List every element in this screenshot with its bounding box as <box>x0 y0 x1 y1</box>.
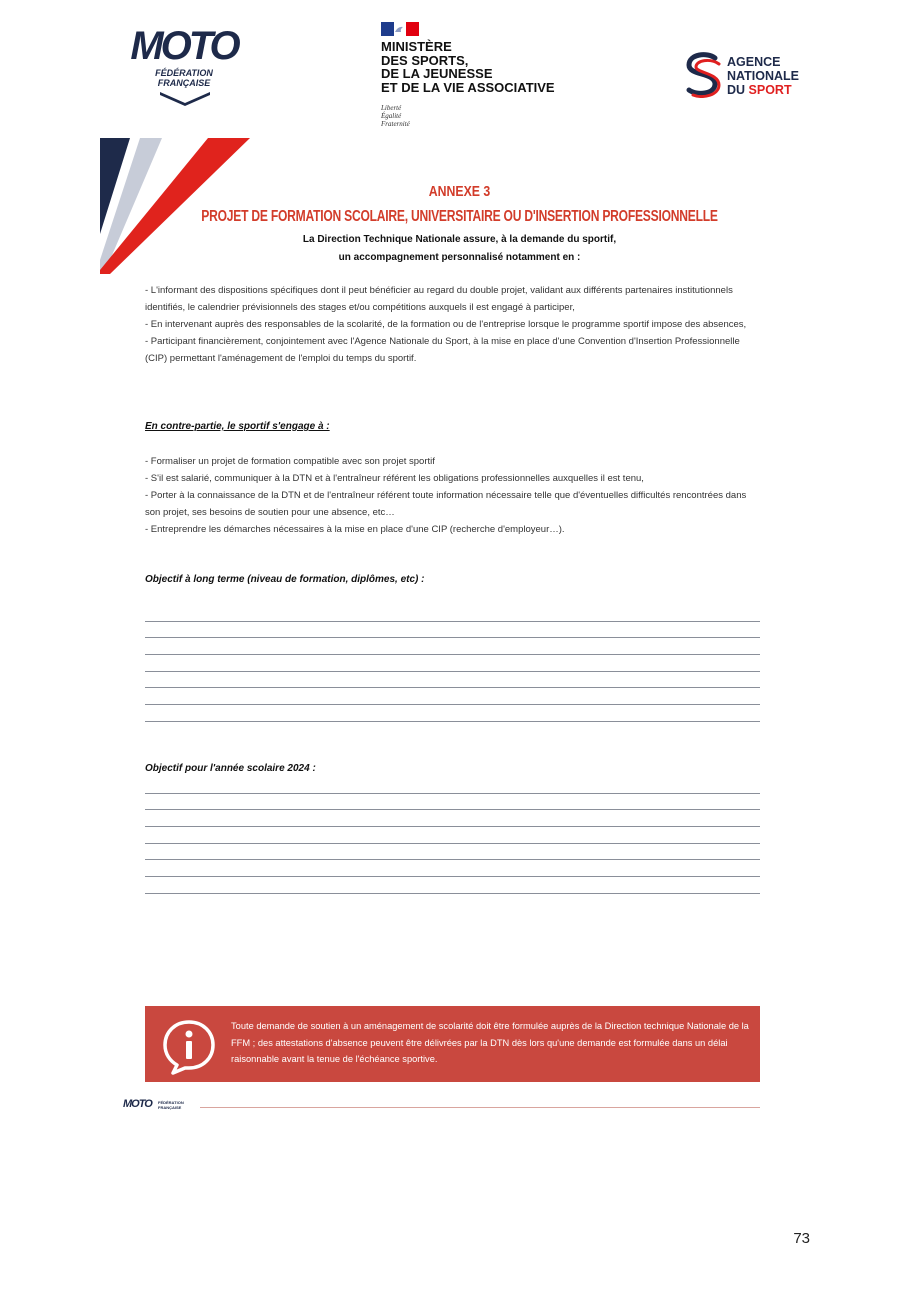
long-term-objective-label: Objectif à long terme (niveau de formation, diplômes, etc) : <box>145 574 425 585</box>
list-item: - Formaliser un projet de formation compatible avec son projet sportif <box>145 456 435 467</box>
writing-line[interactable] <box>145 827 760 844</box>
list-item: - Participant financièrement, conjointement avec l'Agence Nationale du Sport, à la mise en place d'une Convention d'Insertion Professionnelle (CIP) permettant l'aménagement de l'emploi du temps du sportif. <box>145 336 740 364</box>
writing-line[interactable] <box>145 860 760 877</box>
ffm-logo-subtitle: FÉDÉRATION FRANÇAISE <box>155 68 213 88</box>
writing-line[interactable] <box>145 672 760 689</box>
school-year-objective-field[interactable] <box>145 777 760 894</box>
writing-line[interactable] <box>145 810 760 827</box>
footer-logo-word: MOTO <box>123 1098 152 1110</box>
info-callout-text: Toute demande de soutien à un aménagement de scolarité doit être formulée auprès de la Direction technique Nationale de la FFM ; des attestations d'absence peuvent être délivrées par la DTN dès lors qu'une demande est formulée dans un délai raisonnable avant la tenue de l'échéance sportive. <box>231 1021 749 1064</box>
ministry-motto: Liberté Égalité Fraternité <box>381 104 410 128</box>
ans-logo <box>683 52 823 102</box>
ffm-logo-word: MOTO <box>130 24 238 68</box>
list-item: - Porter à la connaissance de la DTN et de l'entraîneur référent toute information nécessaire telle que d'éventuelles difficultés rencontrées dans son projet, ses besoins de soutien pour une absence, etc… <box>145 490 747 518</box>
writing-line[interactable] <box>145 622 760 639</box>
info-speech-bubble-icon <box>160 1018 218 1076</box>
writing-line[interactable] <box>145 705 760 722</box>
ans-logo-text: AGENCE NATIONALE DU SPORT <box>727 55 799 97</box>
intro-line-1: La Direction Technique Nationale assure, à la demande du sportif, <box>302 234 617 245</box>
footer-logo-subtitle: FÉDÉRATION FRANÇAISE <box>158 1100 184 1110</box>
page-number: 73 <box>793 1230 810 1247</box>
ffm-logo <box>130 26 238 106</box>
intro-line-2: un accompagnement personnalisé notamment en : <box>338 252 581 263</box>
info-callout <box>145 1006 760 1082</box>
annexe-title: ANNEXE 3 <box>428 183 491 200</box>
marianne-flag-icon <box>381 22 419 36</box>
writing-line[interactable] <box>145 638 760 655</box>
list-item: - L'informant des dispositions spécifiques dont il peut bénéficier au regard du double projet, validant aux différents partenaires institutionnels identifiés, le calendrier prévisionnels des stages et/ou compétitions auxquels il est engagé à participer, <box>145 285 733 313</box>
long-term-objective-field[interactable] <box>145 605 760 722</box>
list-item: - En intervenant auprès des responsables de la scolarité, de la formation ou de l'entreprise lorsque le programme sportif impose des absences, <box>145 319 747 330</box>
writing-line[interactable] <box>145 877 760 894</box>
ans-s-icon <box>683 52 723 98</box>
dtn-support-list <box>145 282 761 367</box>
writing-line[interactable] <box>145 844 760 861</box>
chevron-down-icon <box>160 92 210 106</box>
ministry-title: MINISTÈRE DES SPORTS, DE LA JEUNESSE ET DE LA VIE ASSOCIATIVE <box>381 39 555 95</box>
writing-line[interactable] <box>145 605 760 622</box>
athlete-commitments-list <box>145 453 761 538</box>
list-item: - Entreprendre les démarches nécessaires à la mise en place d'une CIP (recherche d'employeur…). <box>145 524 565 535</box>
footer-divider <box>200 1107 760 1108</box>
engagement-heading: En contre-partie, le sportif s'engage à : <box>145 421 330 432</box>
writing-line[interactable] <box>145 777 760 794</box>
list-item: - S'il est salarié, communiquer à la DTN et à l'entraîneur référent les obligations professionnelles auxquelles il est tenu, <box>145 473 644 484</box>
ministry-logo <box>381 22 591 134</box>
writing-line[interactable] <box>145 688 760 705</box>
writing-line[interactable] <box>145 794 760 811</box>
project-title: PROJET DE FORMATION SCOLAIRE, UNIVERSITAIRE OU D'INSERTION PROFESSIONNELLE <box>201 208 718 225</box>
writing-line[interactable] <box>145 655 760 672</box>
school-year-objective-label: Objectif pour l'année scolaire 2024 : <box>145 763 316 774</box>
